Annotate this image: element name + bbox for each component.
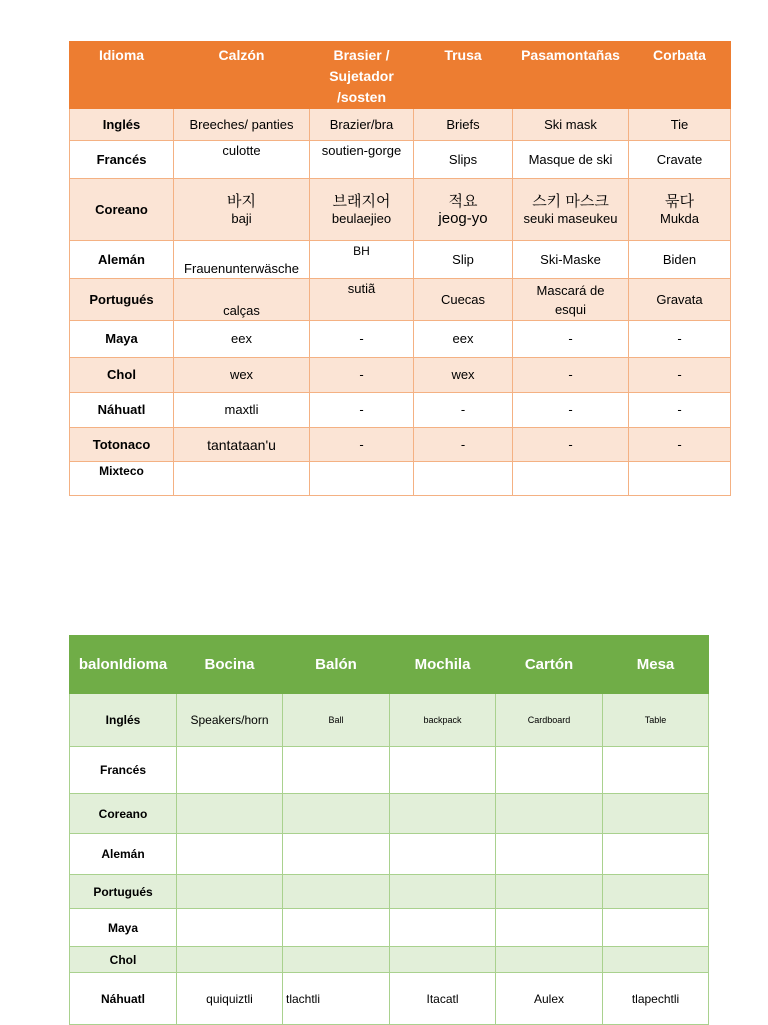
table-cell: Speakers/horn [177,694,283,747]
table-cell [603,947,709,973]
table-cell: culotte [174,141,310,179]
table-cell: tlapechtli [603,973,709,1025]
table-cell: - [310,393,414,428]
language-cell: Portugués [70,279,174,321]
table-cell [177,794,283,834]
table-cell: - [629,321,731,358]
language-cell: Portugués [70,875,177,909]
table-cell: Ball [283,694,390,747]
table-row [70,279,731,321]
table-row [70,834,709,875]
language-cell: Inglés [70,694,177,747]
language-cell: Coreano [70,794,177,834]
table-cell [390,947,496,973]
column-header: Pasamontañas [513,42,629,109]
hangul-text: 브래지어 [332,193,391,210]
table-cell: eex [174,321,310,358]
objects-vocabulary-table [69,635,709,1025]
column-header: Mesa [603,636,709,694]
language-cell: Alemán [70,241,174,279]
table-cell: Slips [414,141,513,179]
language-cell: Francés [70,747,177,794]
hangul-text: 묶다 [665,193,694,210]
table-cell [629,179,731,241]
table-cell: - [629,393,731,428]
table-cell [283,875,390,909]
table-cell [177,909,283,947]
table-header-row [70,636,709,694]
table-cell: Frauenunterwäsche [174,241,310,279]
table-cell: Cravate [629,141,731,179]
column-header: Trusa [414,42,513,109]
table-cell: Tie [629,109,731,141]
language-cell: Mixteco [70,462,174,496]
romanized-text: baji [231,211,252,226]
table-cell: - [310,358,414,393]
table-cell: Masque de ski [513,141,629,179]
table-row [70,321,731,358]
column-header: Cartón [496,636,603,694]
table-cell [603,794,709,834]
table-cell: Slip [414,241,513,279]
table-row [70,241,731,279]
romanized-text: jeog-yo [438,210,488,227]
column-header: Corbata [629,42,731,109]
table-cell [177,947,283,973]
table-cell [603,834,709,875]
table-cell: sutiã [310,279,414,321]
table-cell: Table [603,694,709,747]
table-cell [513,179,629,241]
table-cell [174,179,310,241]
table-cell [414,462,513,496]
table-cell [496,875,603,909]
table-cell: calças [174,279,310,321]
language-cell: Coreano [70,179,174,241]
table-cell: Itacatl [390,973,496,1025]
romanized-text: seuki maseukeu [523,211,618,226]
language-cell: Chol [70,947,177,973]
table-cell [310,179,414,241]
table-cell [283,834,390,875]
hangul-text: 스키 마스크 [532,193,609,210]
table-cell: maxtli [174,393,310,428]
table-row [70,747,709,794]
table-cell: Brazier/bra [310,109,414,141]
column-header: balonIdioma [70,636,177,694]
table-cell: tlachtli [283,973,390,1025]
table-cell [496,834,603,875]
table-cell [603,875,709,909]
table-cell: Mascará de esqui [513,279,629,321]
table-cell [496,947,603,973]
table-cell [177,834,283,875]
hangul-text: 적요 [448,193,478,210]
romanized-text: Mukda [659,211,700,226]
table-cell [177,875,283,909]
table-row [70,947,709,973]
table-cell [390,747,496,794]
table-cell: Biden [629,241,731,279]
column-header: Calzón [174,42,310,109]
clothing-vocabulary-table [69,41,731,496]
table-cell [390,834,496,875]
language-cell: Francés [70,141,174,179]
table-cell: - [513,428,629,462]
table-row [70,393,731,428]
table-cell: - [629,428,731,462]
table-row [70,109,731,141]
table-cell [283,947,390,973]
table-cell: Gravata [629,279,731,321]
table-cell: Ski-Maske [513,241,629,279]
table-cell [390,794,496,834]
language-cell: Náhuatl [70,393,174,428]
column-header: Balón [283,636,390,694]
table-cell: Cuecas [414,279,513,321]
table-cell: Aulex [496,973,603,1025]
table-cell [603,909,709,947]
table-cell [513,462,629,496]
table-cell [174,462,310,496]
table-cell: Ski mask [513,109,629,141]
table-cell: tantataan'u [174,428,310,462]
language-cell: Inglés [70,109,174,141]
romanized-text: beulaejieo [331,211,392,226]
table-row [70,141,731,179]
table-cell: - [310,428,414,462]
table-cell: wex [174,358,310,393]
table-cell: - [629,358,731,393]
table-cell [283,909,390,947]
language-cell: Chol [70,358,174,393]
table-cell [496,794,603,834]
table-cell [496,747,603,794]
table-cell [603,747,709,794]
table-cell [414,179,513,241]
table-cell: Cardboard [496,694,603,747]
table-row [70,358,731,393]
table-cell: wex [414,358,513,393]
table-cell: Breeches/ panties [174,109,310,141]
table-cell: backpack [390,694,496,747]
column-header: Mochila [390,636,496,694]
table-row [70,875,709,909]
table-cell: - [414,393,513,428]
table-cell: - [513,321,629,358]
table-cell [390,909,496,947]
table-cell: soutien-gorge [310,141,414,179]
language-cell: Alemán [70,834,177,875]
table-cell: BH [310,241,414,279]
table-cell [177,747,283,794]
table-cell [496,909,603,947]
table-cell [390,875,496,909]
table-cell: - [513,393,629,428]
table-row [70,973,709,1025]
table-cell: - [414,428,513,462]
column-header: Brasier / Sujetador /sosten [310,42,414,109]
table-cell: quiquiztli [177,973,283,1025]
table-cell: eex [414,321,513,358]
table-cell [283,747,390,794]
column-header: Bocina [177,636,283,694]
table-row [70,462,731,496]
table-cell: Briefs [414,109,513,141]
table-row [70,794,709,834]
table-row [70,909,709,947]
language-cell: Maya [70,909,177,947]
table-cell [283,794,390,834]
table-cell [629,462,731,496]
table-row [70,179,731,241]
table-row [70,694,709,747]
language-cell: Náhuatl [70,973,177,1025]
hangul-text: 바지 [227,193,256,210]
table-header-row [70,42,731,109]
language-cell: Totonaco [70,428,174,462]
table-cell: - [310,321,414,358]
language-cell: Maya [70,321,174,358]
table-cell: - [513,358,629,393]
column-header: Idioma [70,42,174,109]
table-cell [310,462,414,496]
table-row [70,428,731,462]
